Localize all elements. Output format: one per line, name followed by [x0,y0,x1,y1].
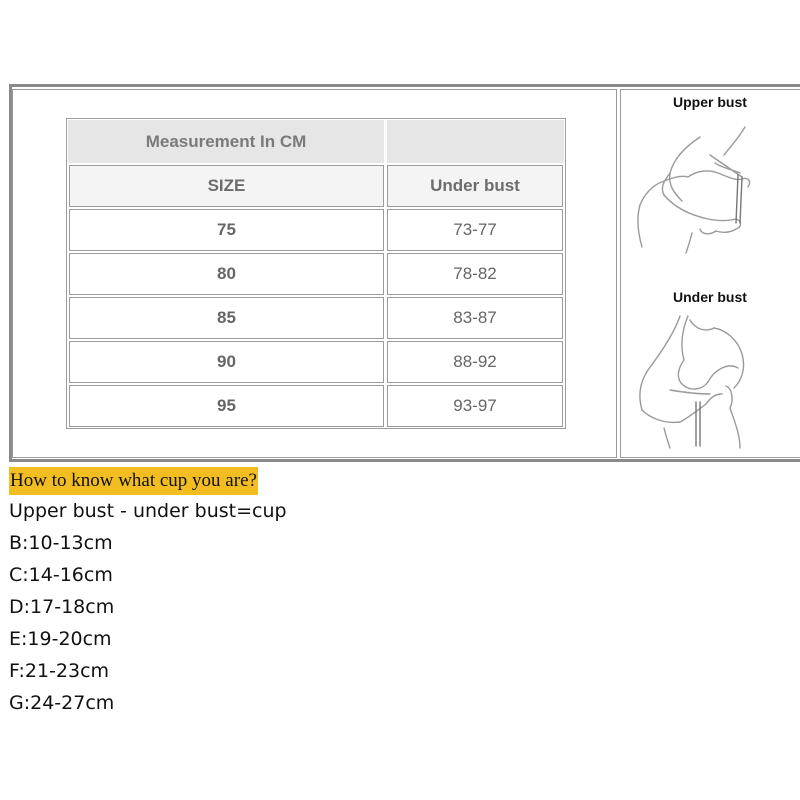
under-bust-figure [630,310,760,450]
under-bust-cell: 83-87 [387,297,563,339]
size-cell: 80 [69,253,384,295]
cup-range: F:21-23cm [9,660,110,682]
size-table [66,118,566,429]
table-title: Measurement In CM [68,120,384,163]
size-column-header: SIZE [69,165,384,207]
cup-heading: How to know what cup you are? [9,467,258,495]
size-cell: 95 [69,385,384,427]
cup-range: G:24-27cm [9,692,115,714]
size-cell: 90 [69,341,384,383]
under-bust-label: Under bust [673,289,747,305]
cup-range: E:19-20cm [9,628,112,650]
cup-heading-line [9,465,287,495]
under-bust-cell: 88-92 [387,341,563,383]
cup-notes [9,465,287,719]
cup-range: C:14-16cm [9,564,113,586]
size-cell: 75 [69,209,384,251]
under-bust-cell: 93-97 [387,385,563,427]
cup-range: D:17-18cm [9,596,115,618]
under-bust-column-header: Under bust [387,165,563,207]
cup-range: B:10-13cm [9,532,113,554]
under-bust-cell: 78-82 [387,253,563,295]
under-bust-cell: 73-77 [387,209,563,251]
upper-bust-figure [630,115,760,255]
cup-formula: Upper bust - under bust=cup [9,500,287,522]
table-title-blank [387,120,564,163]
upper-bust-label: Upper bust [673,94,747,110]
size-cell: 85 [69,297,384,339]
